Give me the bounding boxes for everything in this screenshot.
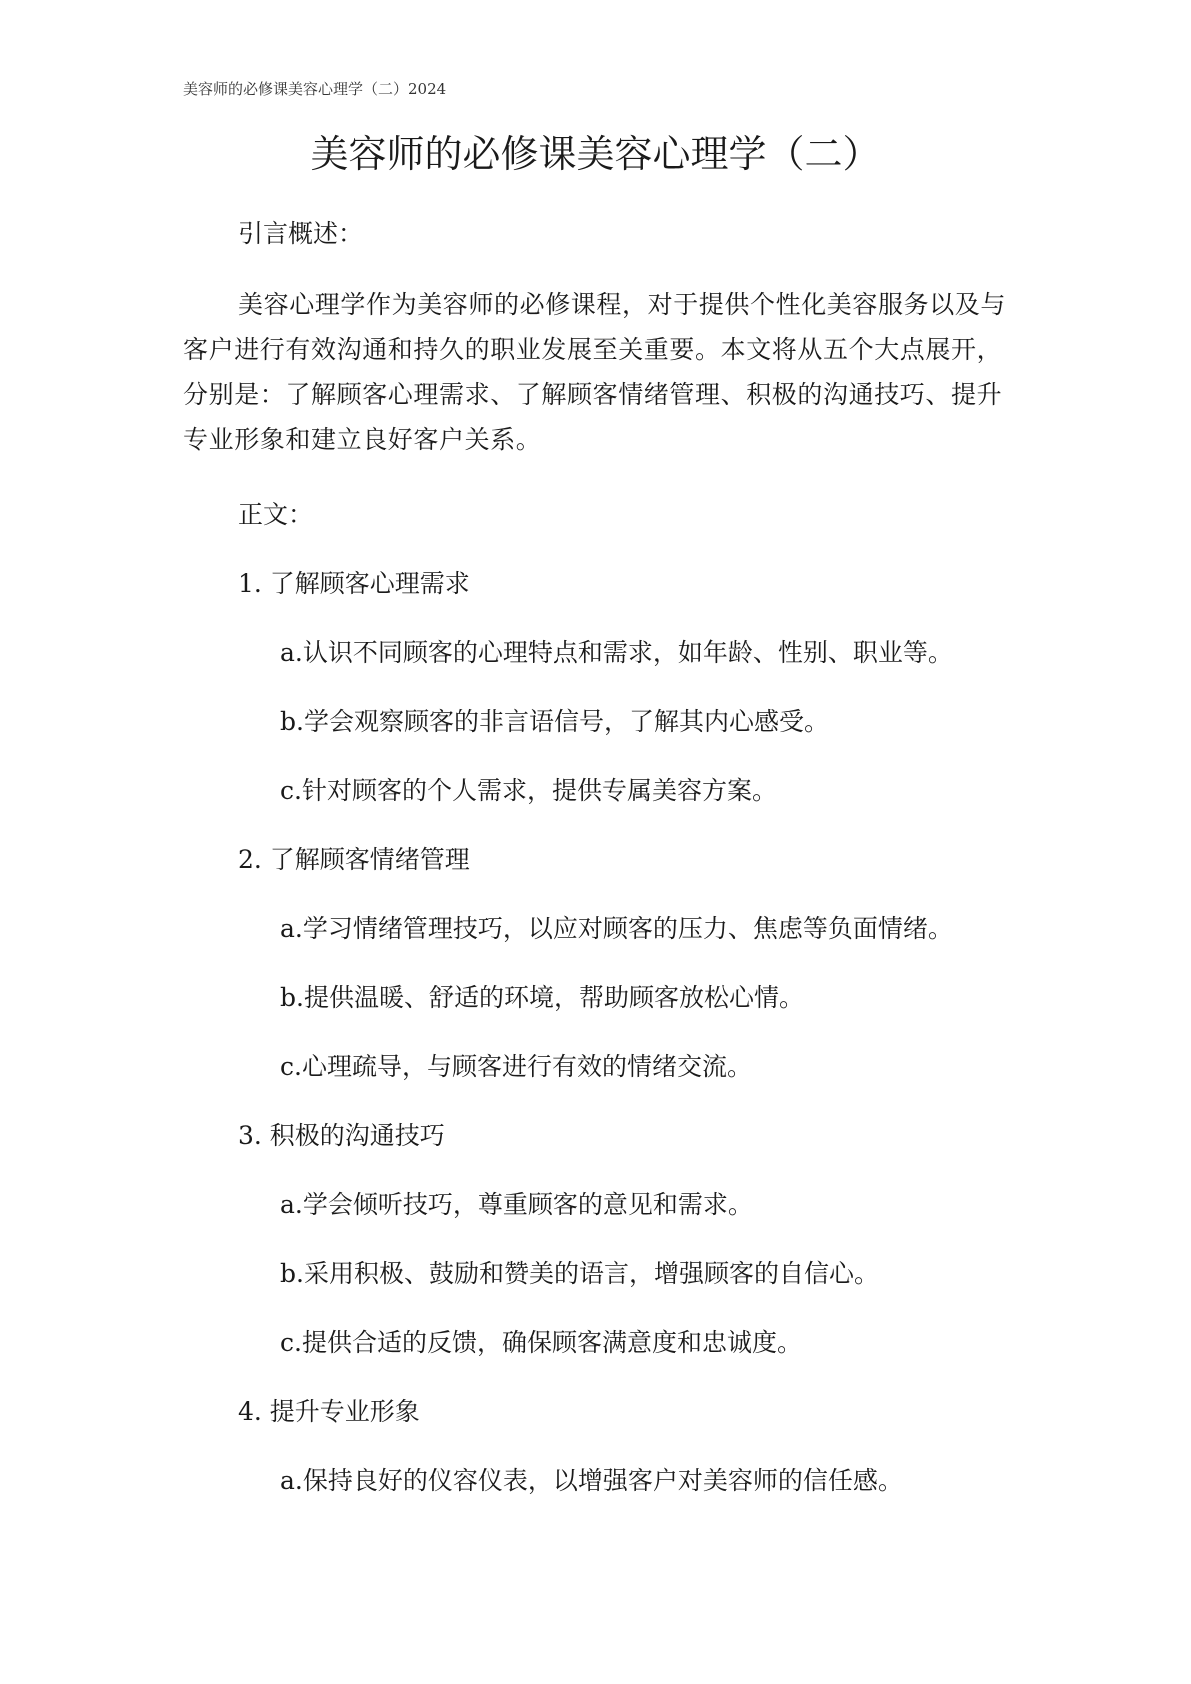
running-header: 美容师的必修课美容心理学（二）2024	[183, 80, 447, 98]
document-title: 美容师的必修课美容心理学（二）	[310, 132, 881, 176]
intro-heading: 引言概述：	[238, 219, 364, 248]
list-item: c.心理疏导，与顾客进行有效的情绪交流。	[280, 1052, 752, 1081]
list-item: c.针对顾客的个人需求，提供专属美容方案。	[280, 776, 777, 805]
section-heading: 3. 积极的沟通技巧	[238, 1121, 445, 1150]
intro-paragraph: 美容心理学作为美容师的必修课程，对于提供个性化美容服务以及与客户进行有效沟通和持久的职业发展至关重要。本文将从五个大点展开，分别是：了解顾客心理需求、了解顾客情绪管理、积极的沟通技巧、提升专业形象和建立良好客户关系。	[183, 290, 1007, 454]
list-item: a.认识不同顾客的心理特点和需求，如年龄、性别、职业等。	[280, 638, 953, 667]
list-item: b.学会观察顾客的非言语信号，了解其内心感受。	[280, 707, 829, 736]
list-item: b.采用积极、鼓励和赞美的语言，增强顾客的自信心。	[280, 1259, 879, 1288]
body-heading: 正文：	[238, 500, 314, 529]
list-item: c.提供合适的反馈，确保顾客满意度和忠诚度。	[280, 1328, 802, 1357]
section-heading: 2. 了解顾客情绪管理	[238, 845, 470, 874]
list-item: b.提供温暖、舒适的环境，帮助顾客放松心情。	[280, 983, 804, 1012]
list-item: a.学会倾听技巧，尊重顾客的意见和需求。	[280, 1190, 753, 1219]
list-item: a.学习情绪管理技巧，以应对顾客的压力、焦虑等负面情绪。	[280, 914, 953, 943]
section-heading: 4. 提升专业形象	[238, 1397, 420, 1426]
section-heading: 1. 了解顾客心理需求	[238, 569, 470, 598]
list-item: a.保持良好的仪容仪表，以增强客户对美容师的信任感。	[280, 1466, 903, 1495]
